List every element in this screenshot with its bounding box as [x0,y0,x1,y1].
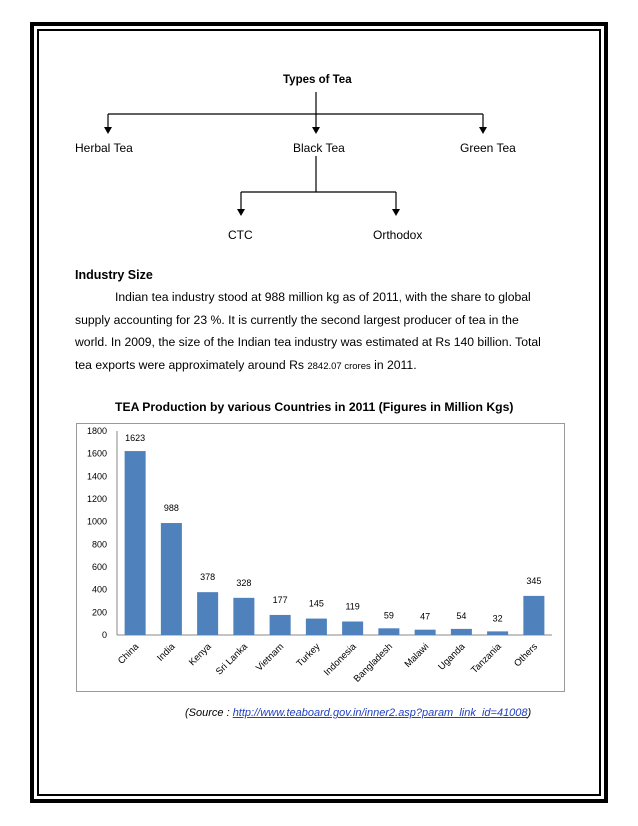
bar [378,628,399,635]
bar [415,630,436,635]
tree-root-label: Types of Tea [283,74,352,86]
data-label: 119 [345,601,360,612]
paragraph-text: tea exports were approximately around Rs [75,357,308,372]
source-prefix: (Source : [185,707,233,719]
data-label: 54 [456,610,467,621]
section-heading: Industry Size [75,268,153,282]
export-value: 2842.07 crores [307,360,371,372]
data-label: 345 [526,575,542,586]
x-tick-label: Kenya [186,641,214,669]
tree-node-orthodox: Orthodox [373,228,423,242]
x-tick-label: China [115,641,142,667]
data-label: 32 [492,613,503,624]
y-tick-label: 1000 [86,516,107,527]
paragraph-text: in 2011. [370,357,417,372]
y-tick-label: 1600 [86,448,107,459]
x-tick-label: Tanzania [469,641,504,677]
source-suffix: ) [527,707,532,719]
y-tick-label: 800 [91,539,107,550]
chart-title: TEA Production by various Countries in 2011 (Figures in Million Kgs) [115,400,514,414]
bar [233,598,254,635]
x-tick-label: Turkey [294,641,323,670]
bar [197,592,218,635]
x-tick-label: Sri Lanka [213,641,250,678]
x-tick-label: Others [512,641,540,670]
y-tick-label: 400 [91,584,107,595]
data-label: 1623 [125,433,146,444]
paragraph-line: supply accounting for 23 %. It is currently the second largest producer of tea in the [75,312,519,327]
tree-node-black-tea: Black Tea [293,141,345,155]
paragraph-line: world. In 2009, the size of the Indian tea industry was estimated at Rs 140 billion. Total [75,335,541,349]
bar [451,629,472,635]
source-link[interactable]: http://www.teaboard.gov.in/inner2.asp?param_link_id=41008 [232,707,528,719]
data-label: 378 [200,572,216,583]
bar [306,619,327,635]
y-tick-label: 200 [91,607,107,618]
data-label: 47 [420,611,431,622]
x-tick-label: Uganda [436,641,468,673]
bar [487,631,508,635]
x-tick-label: Vietnam [253,641,287,674]
bar [125,451,146,635]
y-tick-label: 600 [91,562,107,572]
y-tick-label: 0 [101,630,107,640]
tree-node-ctc: CTC [228,228,253,242]
paragraph-text: Indian tea industry stood at 988 million kg as of 2011, with the share to global [115,290,531,304]
bar [161,523,182,635]
y-tick-label: 1400 [86,471,107,482]
x-tick-label: Malawi [402,641,432,671]
bar [270,615,291,635]
bar [523,596,544,635]
x-tick-label: India [155,641,178,664]
data-label: 59 [383,610,394,621]
y-tick-label: 1800 [86,426,107,436]
tree-node-green-tea: Green Tea [460,141,516,155]
data-label: 988 [163,503,179,514]
data-label: 177 [272,594,288,605]
data-label: 328 [236,577,252,588]
tree-node-herbal-tea: Herbal Tea [75,141,133,155]
bar [342,622,363,635]
y-tick-label: 1200 [86,494,107,504]
source-citation [185,707,531,719]
x-tick-label: Bangladesh [351,641,395,685]
x-tick-label: Indonesia [321,641,359,679]
data-label: 145 [308,598,324,609]
